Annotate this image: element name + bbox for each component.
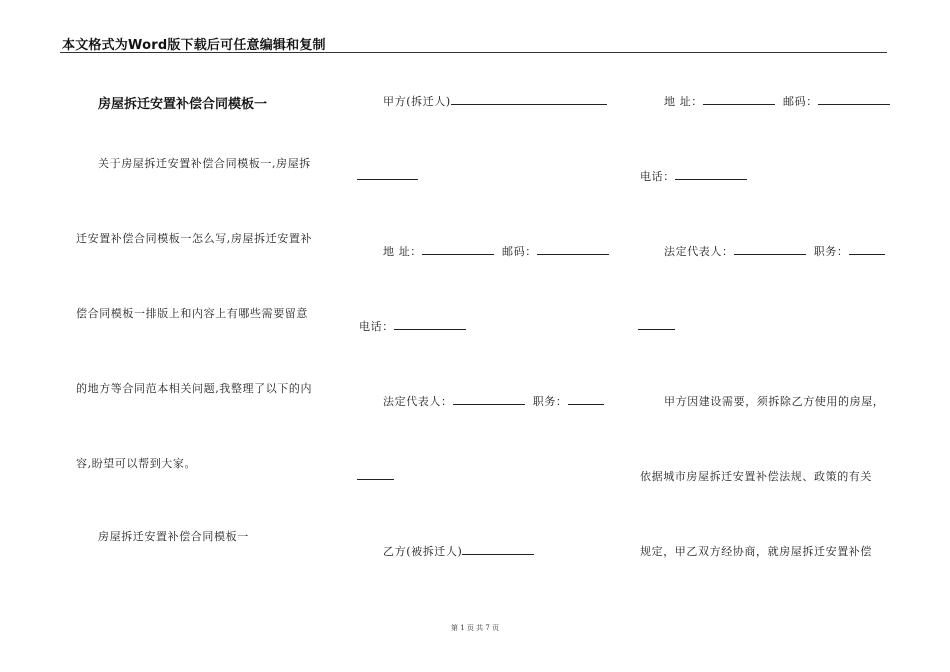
party-a-phone-row (359, 318, 466, 334)
body-line-1: 甲方因建设需要，须拆除乙方使用的房屋， (664, 395, 885, 408)
address-label-b: 地 址： (664, 95, 703, 108)
address-label: 地 址： (383, 245, 422, 258)
body-line-2: 依据城市房屋拆迁安置补偿法规、政策的有关 (640, 470, 872, 483)
postcode-blank-b[interactable] (818, 95, 890, 105)
party-a-blank-cont[interactable] (357, 179, 418, 180)
legal-rep-blank[interactable] (453, 395, 525, 405)
document-header: 本文格式为Word版下载后可任意编辑和复制 (62, 38, 326, 53)
position-blank[interactable] (568, 395, 604, 405)
party-b-row (383, 543, 534, 559)
phone-blank-b[interactable] (675, 170, 747, 180)
party-b-blank[interactable] (462, 545, 534, 555)
legal-rep-label-b: 法定代表人： (664, 245, 734, 258)
party-b-phone-row (640, 168, 747, 184)
phone-blank[interactable] (394, 320, 466, 330)
intro-line-2: 迁安置补偿合同模板一怎么写,房屋拆迁安置补 (76, 232, 313, 245)
party-a-row (383, 93, 607, 109)
page-number: 第 1 页 共 7 页 (450, 624, 500, 632)
party-a-address-row (383, 243, 609, 259)
party-b-address-row (664, 93, 890, 109)
postcode-blank[interactable] (537, 245, 609, 255)
position-blank-b[interactable] (849, 245, 885, 255)
position-label-b: 职务： (813, 245, 849, 258)
phone-label: 电话： (359, 320, 394, 333)
header-divider (60, 52, 887, 53)
party-a-legal-rep-row (383, 393, 604, 409)
party-a-label: 甲方(拆迁人) (383, 95, 451, 108)
address-blank-b[interactable] (703, 95, 775, 105)
phone-label-b: 电话： (640, 170, 675, 183)
document-title: 房屋拆迁安置补偿合同模板一 (98, 97, 268, 112)
party-b-label: 乙方(被拆迁人) (383, 545, 463, 558)
body-line-3: 规定，甲乙双方经协商，就房屋拆迁安置补偿 (640, 545, 872, 558)
legal-rep-label: 法定代表人： (383, 395, 453, 408)
address-blank[interactable] (422, 245, 494, 255)
legal-rep-blank-b[interactable] (734, 245, 806, 255)
position-blank-cont[interactable] (357, 479, 394, 480)
party-a-blank[interactable] (451, 95, 607, 105)
party-b-legal-rep-row (664, 243, 885, 259)
section-heading: 房屋拆迁安置补偿合同模板一 (98, 530, 249, 543)
intro-line-5: 容,盼望可以帮到大家。 (76, 457, 197, 470)
intro-line-3: 偿合同模板一排版上和内容上有哪些需要留意 (76, 307, 308, 320)
position-label: 职务： (532, 395, 568, 408)
postcode-label: 邮码： (502, 245, 537, 258)
intro-line-1: 关于房屋拆迁安置补偿合同模板一,房屋拆 (98, 157, 311, 170)
intro-line-4: 的地方等合同范本相关问题,我整理了以下的内 (76, 382, 313, 395)
postcode-label-b: 邮码： (783, 95, 818, 108)
position-blank-b-cont[interactable] (638, 329, 675, 330)
